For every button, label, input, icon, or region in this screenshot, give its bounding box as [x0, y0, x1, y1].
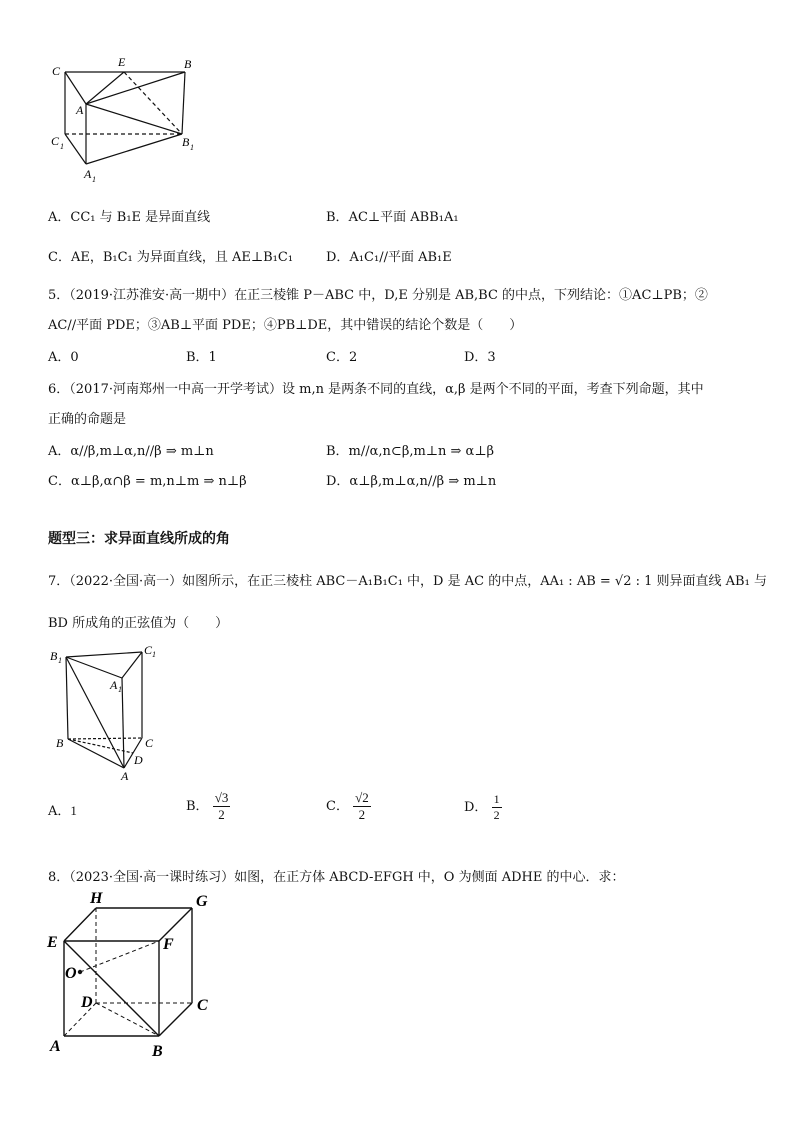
label-B1: B [182, 135, 190, 149]
label-H: H [90, 890, 103, 907]
q4-option-b [326, 206, 459, 225]
edge-C1A1 [65, 134, 86, 164]
edge-B1B [66, 657, 68, 739]
q7-line1: 7．（2022·全国·高一）如图所示，在正三棱柱 ABC－A₁B₁C₁ 中，D 是 AC 的中点，AA₁ : AB = √2 : 1 则异面直线 AB₁ 与 [48, 574, 767, 589]
q5-option-b: B．1 [186, 350, 217, 365]
option-a-label: A． [48, 210, 71, 225]
q6-option-d: D．α⊥β,m⊥α,n//β ⇒ m⊥n [326, 474, 497, 489]
q6-option-c: C．α⊥β,α∩β = m,n⊥m ⇒ n⊥β [48, 474, 247, 489]
point-O [78, 970, 82, 974]
label-B1: B [50, 649, 58, 663]
edge-CA [65, 72, 86, 104]
label-A1: A [110, 678, 118, 692]
option-b-label: B． [326, 210, 349, 225]
option-b-text: AC⊥平面 ABB₁A₁ [348, 210, 459, 225]
edge-A1B1 [86, 134, 182, 164]
label-G: G [196, 893, 208, 910]
label-C: C [145, 736, 154, 750]
q7-option-d-label: D． [464, 800, 488, 815]
q5-line1: 5．（2019·江苏淮安·高一期中）在正三棱锥 P－ABC 中，D,E 分别是 AB,BC 的中点，下列结论：①AC⊥PB；② [48, 288, 708, 303]
option-d-label: D． [326, 250, 350, 265]
q6-option-b: B．m//α,n⊂β,m⊥n ⇒ α⊥β [326, 444, 495, 459]
edge-BC [68, 738, 142, 739]
fraction-denominator: 2 [218, 807, 225, 822]
prism-figure-q7 [44, 640, 174, 785]
edge-B1A [66, 657, 124, 768]
q4-option-c [48, 246, 293, 265]
cube-figure [44, 886, 224, 1061]
label-D: D [134, 753, 143, 767]
option-c-label: C． [48, 250, 71, 265]
option-c-text: AE，B₁C₁ 为异面直线，且 AE⊥B₁C₁ [70, 250, 294, 265]
label-B1-sub: 1 [58, 656, 62, 665]
fraction-denominator: 2 [493, 808, 500, 822]
q6-option-a: A．α//β,m⊥α,n//β ⇒ m⊥n [48, 444, 214, 459]
fraction-numerator: √3 [214, 790, 229, 805]
q7-option-a-value: 1 [70, 803, 77, 818]
label-E: E [118, 55, 126, 69]
label-O: O [65, 965, 77, 982]
edge-A1A [122, 678, 124, 768]
fraction-numerator: √2 [355, 790, 369, 805]
edge-AE [86, 72, 124, 104]
label-A1-sub: 1 [92, 175, 96, 184]
q5-line2: AC//平面 PDE；③AB⊥平面 PDE；④PB⊥DE，其中错误的结论个数是（ ） [48, 318, 523, 333]
q6-line1: 6．（2017·河南郑州一中高一开学考试）设 m,n 是两条不同的直线，α,β 是两个不同的平面，考查下列命题，其中 [48, 382, 704, 397]
label-C1: C [51, 134, 60, 148]
q7-option-b-fraction [213, 790, 231, 823]
q4-option-d [326, 246, 452, 265]
q7-option-b [186, 790, 230, 823]
label-A: A [76, 103, 84, 117]
fraction-numerator: 1 [493, 792, 500, 806]
label-F: F [163, 936, 174, 953]
label-A1: A [84, 167, 92, 181]
label-C1-sub: 1 [60, 142, 64, 151]
edge-B1C1 [66, 652, 142, 657]
edge-OF [80, 941, 159, 972]
q7-line2: BD 所成角的正弦值为（ ） [48, 616, 229, 631]
label-B: B [152, 1043, 163, 1060]
label-C1-sub: 1 [152, 650, 156, 659]
q5-option-a: A．0 [48, 350, 79, 365]
edge-BB1 [182, 72, 185, 134]
option-d-text: A₁C₁//平面 AB₁E [349, 250, 452, 265]
section-heading: 题型三：求异面直线所成的角 [48, 531, 230, 547]
label-C: C [52, 64, 61, 78]
q8-line1: 8．（2023·全国·高一课时练习）如图，在正方体 ABCD-EFGH 中，O 为侧面 ADHE 的中心．求： [48, 870, 625, 885]
edge-AB [86, 72, 185, 104]
label-B1-sub: 1 [190, 143, 194, 152]
q5-option-c: C．2 [326, 350, 358, 365]
q7-option-c-label: C． [326, 799, 349, 814]
q7-option-d [464, 792, 502, 823]
q7-option-b-label: B． [186, 799, 209, 814]
label-A1-sub: 1 [118, 685, 122, 694]
label-C: C [197, 997, 208, 1014]
edge-EB [64, 941, 159, 1036]
label-A: A [121, 769, 129, 783]
label-D: D [81, 994, 93, 1011]
edge-BC [159, 1003, 192, 1036]
label-B: B [184, 57, 192, 71]
prism-figure-top [40, 52, 210, 192]
fraction-denominator: 2 [358, 807, 366, 822]
q7-option-c [326, 790, 371, 823]
q4-option-a [48, 206, 210, 225]
edge-B1A1 [66, 657, 122, 678]
label-E: E [47, 934, 58, 951]
q5-option-d: D．3 [464, 350, 496, 365]
q6-line2: 正确的命题是 [48, 412, 127, 427]
q7-option-a [48, 800, 77, 819]
q7-option-c-fraction [353, 790, 371, 823]
edge-BA [68, 739, 124, 768]
edge-DB [96, 1003, 159, 1036]
label-A: A [50, 1038, 61, 1055]
edge-C1A1 [122, 652, 142, 678]
q7-option-a-label: A． [48, 804, 71, 819]
edge-EH [64, 908, 96, 941]
label-B: B [56, 736, 64, 750]
label-C1: C [144, 643, 153, 657]
option-a-text: CC₁ 与 B₁E 是异面直线 [70, 210, 211, 225]
q7-option-d-fraction [492, 792, 502, 823]
